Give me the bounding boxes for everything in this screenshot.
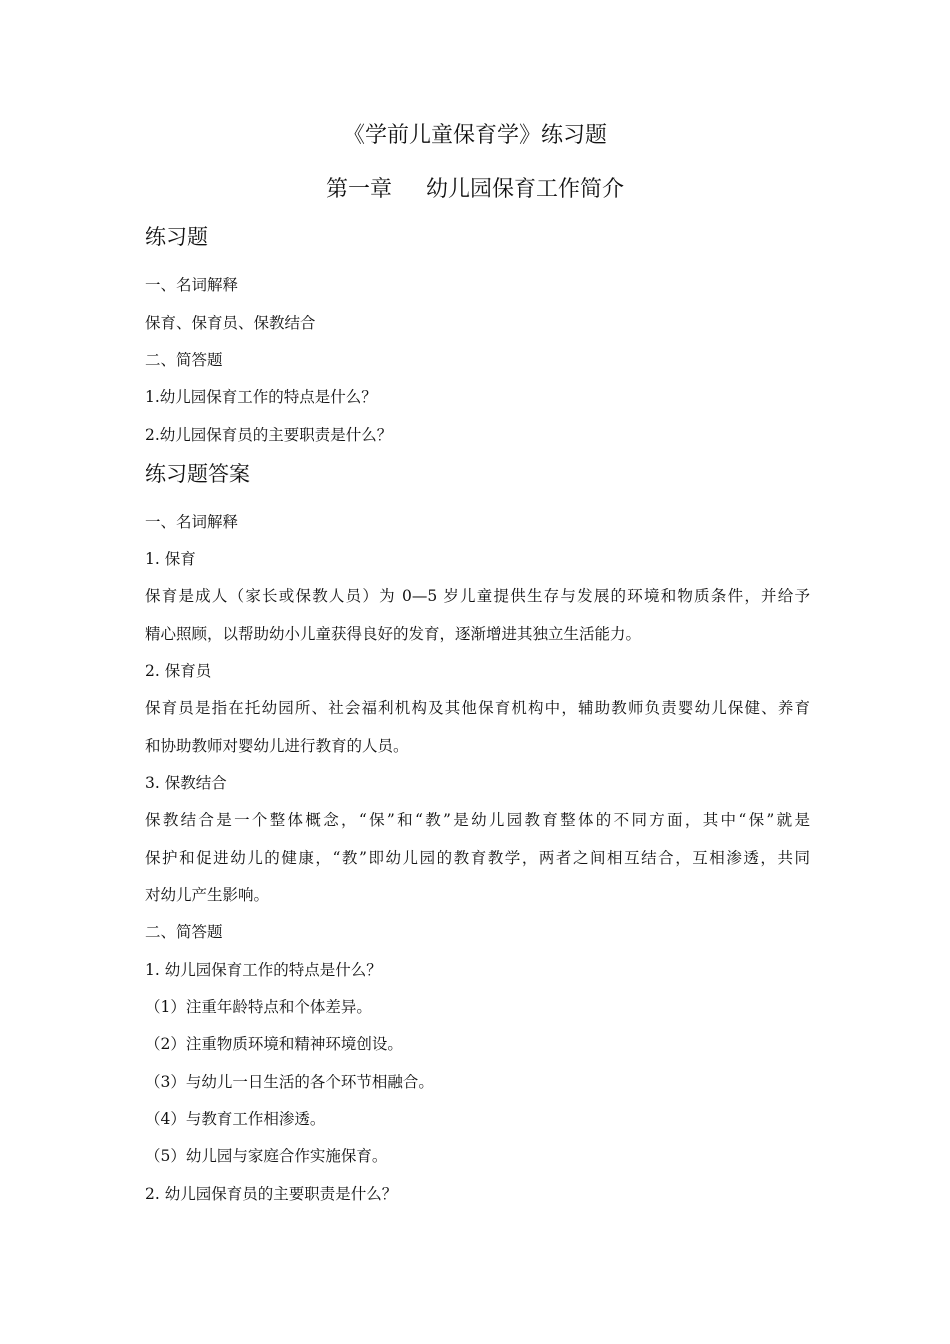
term2-title: 2. 保育员 bbox=[145, 662, 212, 680]
answer-question-2-title: 2. 幼儿园保育员的主要职责是什么？ bbox=[145, 1185, 398, 1203]
chapter-number: 第一章 bbox=[325, 177, 392, 202]
term2-definition-line: 和协助教师对婴幼儿进行教育的人员。 bbox=[145, 737, 409, 755]
answer-question-1-title: 1. 幼儿园保育工作的特点是什么？ bbox=[145, 961, 382, 979]
term2-definition-line: 保育员是指在托幼园所、社会福利机构及其他保育机构中，辅助教师负责婴幼儿保健、养育 bbox=[145, 699, 810, 717]
document-title: 《学前儿童保育学》练习题 bbox=[342, 123, 607, 148]
exercises-question-1: 1.幼儿园保育工作的特点是什么？ bbox=[145, 388, 377, 406]
exercises-question-2: 2.幼儿园保育员的主要职责是什么？ bbox=[145, 426, 393, 444]
answer-point: （1）注重年龄特点和个体差异。 bbox=[145, 998, 372, 1016]
term1-title: 1. 保育 bbox=[145, 550, 196, 568]
answer-point: （5）幼儿园与家庭合作实施保育。 bbox=[145, 1147, 388, 1165]
term3-definition-line: 对幼儿产生影响。 bbox=[145, 886, 270, 904]
answer-point: （4）与教育工作相渗透。 bbox=[145, 1110, 326, 1128]
term1-definition-line: 精心照顾，以帮助幼小儿童获得良好的发育，逐渐增进其独立生活能力。 bbox=[145, 625, 642, 643]
exercises-section1-title: 一、名词解释 bbox=[145, 276, 239, 294]
exercises-section2-title: 二、简答题 bbox=[145, 351, 223, 369]
answer-point: （3）与幼儿一日生活的各个环节相融合。 bbox=[145, 1073, 434, 1091]
term3-definition-line: 保教结合是一个整体概念，“保”和“教”是幼儿园教育整体的不同方面，其中“保”就是 bbox=[145, 811, 810, 829]
exercises-terms: 保育、保育员、保教结合 bbox=[145, 314, 316, 332]
term3-definition-line: 保护和促进幼儿的健康，“教”即幼儿园的教育教学，两者之间相互结合，互相渗透，共同 bbox=[145, 849, 810, 867]
answers-heading: 练习题答案 bbox=[145, 462, 250, 486]
answers-section1-title: 一、名词解释 bbox=[145, 513, 239, 531]
term3-title: 3. 保教结合 bbox=[145, 774, 227, 792]
answers-section2-title: 二、简答题 bbox=[145, 923, 223, 941]
term1-definition-line: 保育是成人（家长或保教人员）为 0—5 岁儿童提供生存与发展的环境和物质条件，并给予 bbox=[145, 587, 810, 605]
exercises-heading: 练习题 bbox=[145, 225, 208, 249]
chapter-name: 幼儿园保育工作简介 bbox=[426, 177, 625, 202]
chapter-title bbox=[0, 172, 950, 203]
answer-point: （2）注重物质环境和精神环境创设。 bbox=[145, 1035, 403, 1053]
